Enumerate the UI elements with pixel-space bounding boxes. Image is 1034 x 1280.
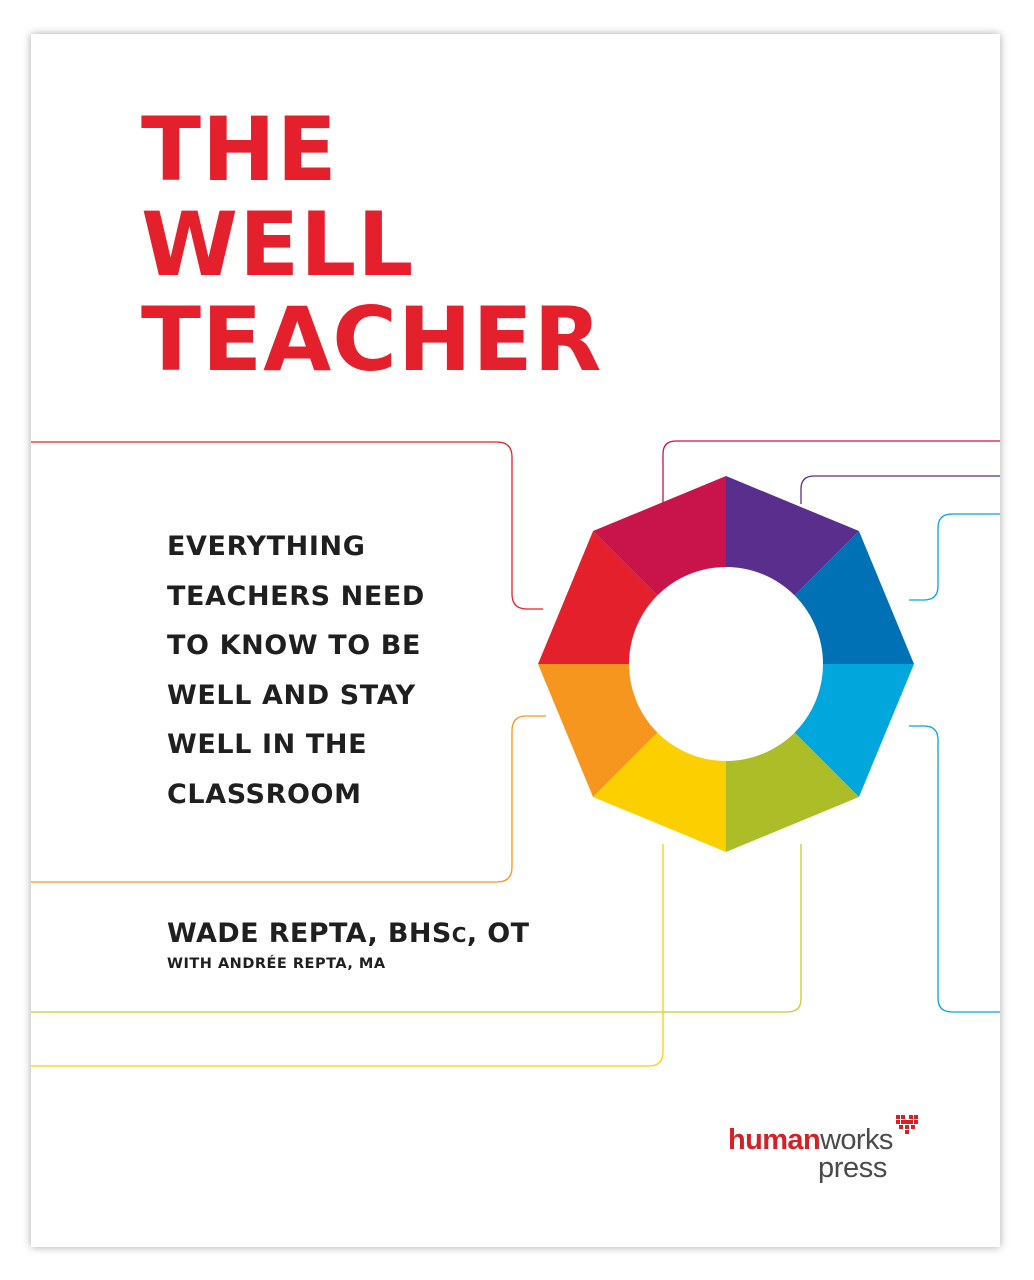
- title-line-1: THE: [141, 98, 338, 201]
- book-cover: [31, 34, 1000, 1247]
- subtitle-line: WELL IN THE: [167, 729, 368, 760]
- publisher-logo: [728, 1121, 928, 1184]
- wheel-center: [629, 567, 823, 761]
- subtitle-line: TO KNOW TO BE: [167, 630, 422, 661]
- author-name: WADE REPTA, BHSC, OT: [167, 918, 530, 949]
- subtitle-line: WELL AND STAY: [167, 679, 416, 711]
- dotted-heart-icon: [894, 1113, 920, 1137]
- publisher-name-press: press: [818, 1152, 887, 1184]
- subtitle: [167, 522, 487, 819]
- subtitle-line: TEACHERS NEED: [167, 580, 425, 612]
- connector-line-purple: [801, 476, 1000, 504]
- subtitle-line: EVERYTHING: [167, 531, 366, 562]
- subtitle-line: CLASSROOM: [167, 778, 362, 810]
- title-line-2: WELL: [141, 193, 415, 296]
- connector-line-yellow: [31, 844, 663, 1066]
- publisher-name: humanworks: [728, 1124, 893, 1156]
- connector-line-blue: [909, 514, 1000, 600]
- title-line-3: TEACHER: [141, 288, 603, 391]
- coauthor-name: WITH ANDRÉE REPTA, MA: [167, 956, 386, 972]
- connector-line-cyan: [909, 726, 1000, 1012]
